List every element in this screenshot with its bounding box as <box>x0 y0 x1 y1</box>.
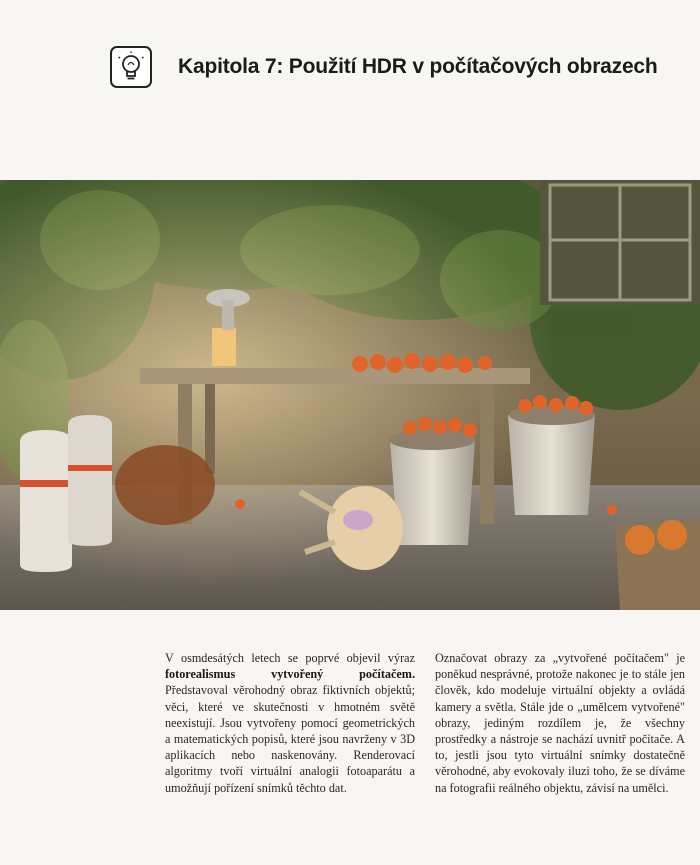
text-column-right <box>435 650 685 796</box>
paragraph-right: Označovat obrazy za „vytvořené počítačem" je poněkud nesprávné, protože nakonec je to stále jen člověk, kdo modeluje virtuální objekty a ovládá kamery a světla. Stále jde o „umělcem vytvořené" obrazy, jediným rozdílem je, že všechny prostředky a nástroje se nachází uvnitř počítače. A to, jestli jsou tyto virtuální snímky dostatečně věrohodné, aby evokovaly iluzi toho, že se díváme na fotografii reálného objektu, závisí na umělci. <box>435 651 685 795</box>
bold-term: fotorealismus vytvořený počítačem. <box>165 667 415 682</box>
paragraph-intro-rest: Představoval věrohodný obraz fiktivních objektů; věci, které ve skutečnosti v hmotném světě neexistují. Jsou vytvořeny pomocí geometrických a matematických popisů, které jsou navrženy v 3D aplikacích nebo naskenovány. Renderovací algoritmy tvoří virtuální analogii fotoaparátu a umožňují pořízení snímků těchto dat. <box>165 683 415 795</box>
chapter-title: Kapitola 7: Použití HDR v počítačových obrazech <box>178 55 658 78</box>
body-text <box>165 650 685 796</box>
rendered-courtyard-photo <box>0 180 700 610</box>
lightbulb-icon <box>110 46 152 88</box>
paragraph-intro: V osmdesátých letech se poprvé objevil výraz <box>165 651 415 665</box>
text-column-left <box>165 650 415 796</box>
chapter-header <box>110 42 690 92</box>
